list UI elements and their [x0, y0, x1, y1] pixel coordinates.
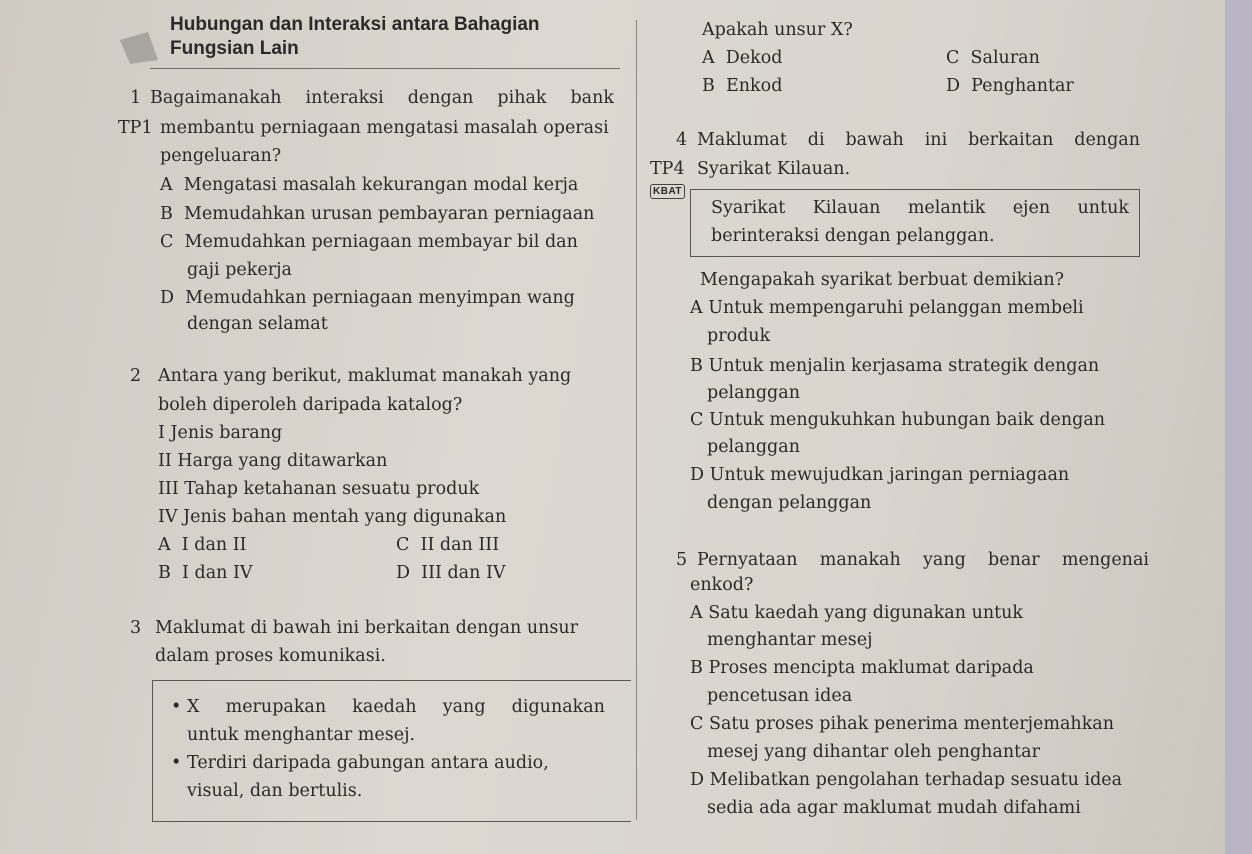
- q3-stem-line1: Maklumat di bawah ini berkaitan dengan unsur: [155, 618, 579, 638]
- q1-stem-line1: Bagaimanakah interaksi dengan pihak bank: [150, 88, 614, 108]
- q4-option-c-cont: pelanggan: [707, 437, 800, 457]
- q3-option-b[interactable]: B Enkod: [702, 76, 783, 96]
- q4-option-a-cont: produk: [707, 326, 771, 346]
- q1-tp-label: TP1: [118, 118, 153, 138]
- q4-option-c[interactable]: C Untuk mengukuhkan hubungan baik dengan: [690, 410, 1106, 430]
- q2-stem-line2: boleh diperoleh daripada katalog?: [158, 395, 463, 415]
- q1-number: 1: [130, 88, 142, 108]
- q5-option-a[interactable]: A Satu kaedah yang digunakan untuk: [690, 603, 1024, 623]
- q4-stem-line1: Maklumat di bawah ini berkaitan dengan: [697, 130, 1140, 150]
- q1-option-d[interactable]: D Memudahkan perniagaan menyimpan wang: [160, 288, 575, 308]
- q5-option-c[interactable]: C Satu proses pihak penerima menterjemahkan: [690, 714, 1115, 734]
- q3-option-c[interactable]: C Saluran: [946, 48, 1040, 68]
- q1-option-b[interactable]: B Memudahkan urusan pembayaran perniagaan: [160, 204, 595, 224]
- q5-stem-line1: Pernyataan manakah yang benar mengenai: [697, 550, 1149, 570]
- q1-option-a[interactable]: A Mengatasi masalah kekurangan modal kerja: [160, 175, 579, 195]
- q2-item-3: III Tahap ketahanan sesuatu produk: [158, 479, 480, 499]
- q2-item-1: I Jenis barang: [158, 423, 283, 443]
- q4-info-box: [690, 189, 1140, 257]
- header-divider: [150, 68, 620, 69]
- section-title-line2: Fungsian Lain: [170, 38, 299, 59]
- q4-option-d-cont: dengan pelanggan: [707, 493, 872, 513]
- q4-box-line1: Syarikat Kilauan melantik ejen untuk: [711, 198, 1129, 218]
- q2-item-4: IV Jenis bahan mentah yang digunakan: [158, 507, 507, 527]
- q1-option-d-cont: dengan selamat: [187, 314, 328, 334]
- q3-box-bullet2-line2: visual, dan bertulis.: [187, 781, 363, 801]
- q1-stem-line3: pengeluaran?: [160, 146, 282, 166]
- kbat-badge: KBAT: [650, 184, 685, 199]
- q4-option-d[interactable]: D Untuk mewujudkan jaringan perniagaan: [690, 465, 1070, 485]
- q1-stem-line2: membantu perniagaan mengatasi masalah operasi: [160, 118, 609, 138]
- q4-box-line2: berinteraksi dengan pelanggan.: [711, 226, 995, 246]
- q3-box-bullet2-line1: • Terdiri daripada gabungan antara audio,: [187, 753, 549, 773]
- q4-stem-line2: Syarikat Kilauan.: [697, 159, 851, 179]
- q4-number: 4: [676, 130, 688, 150]
- q4-tp-label: TP4: [650, 159, 685, 179]
- q5-option-b[interactable]: B Proses mencipta maklumat daripada: [690, 658, 1034, 678]
- q4-option-b[interactable]: B Untuk menjalin kerjasama strategik dengan: [690, 356, 1100, 376]
- section-title-line1: Hubungan dan Interaksi antara Bahagian: [170, 14, 540, 35]
- q1-option-c-cont: gaji pekerja: [187, 260, 292, 280]
- q1-option-c[interactable]: C Memudahkan perniagaan membayar bil dan: [160, 232, 578, 252]
- q2-stem-line1: Antara yang berikut, maklumat manakah yang: [158, 366, 572, 386]
- q4-option-b-cont: pelanggan: [707, 383, 800, 403]
- q2-option-b[interactable]: B I dan IV: [158, 563, 253, 583]
- q3-stem-line2: dalam proses komunikasi.: [155, 646, 386, 666]
- q5-option-d-cont: sedia ada agar maklumat mudah difahami: [707, 798, 1081, 818]
- q2-option-d[interactable]: D III dan IV: [396, 563, 506, 583]
- q5-option-a-cont: menghantar mesej: [707, 630, 873, 650]
- q5-option-d[interactable]: D Melibatkan pengolahan terhadap sesuatu idea: [690, 770, 1123, 790]
- q2-option-a[interactable]: A I dan II: [158, 535, 247, 555]
- q4-option-a[interactable]: A Untuk mempengaruhi pelanggan membeli: [690, 298, 1084, 318]
- q5-option-c-cont: mesej yang dihantar oleh penghantar: [707, 742, 1040, 762]
- q3-box-bullet1-line1: • X merupakan kaedah yang digunakan: [187, 697, 605, 717]
- q3-question: Apakah unsur X?: [702, 20, 853, 40]
- q3-option-a[interactable]: A Dekod: [702, 48, 783, 68]
- page-edge: [1225, 0, 1252, 854]
- column-divider: [636, 20, 637, 820]
- q3-info-box: [152, 680, 631, 822]
- arrow-decoration-icon: [118, 30, 160, 66]
- q4-question: Mengapakah syarikat berbuat demikian?: [700, 270, 1065, 290]
- q2-item-2: II Harga yang ditawarkan: [158, 451, 388, 471]
- q3-box-bullet1-line2: untuk menghantar mesej.: [187, 725, 416, 745]
- q3-option-d[interactable]: D Penghantar: [946, 76, 1074, 96]
- q3-number: 3: [130, 618, 142, 638]
- q2-option-c[interactable]: C II dan III: [396, 535, 500, 555]
- q5-stem-line2: enkod?: [690, 575, 754, 595]
- q5-option-b-cont: pencetusan idea: [707, 686, 853, 706]
- q5-number: 5: [676, 550, 688, 570]
- q2-number: 2: [130, 366, 142, 386]
